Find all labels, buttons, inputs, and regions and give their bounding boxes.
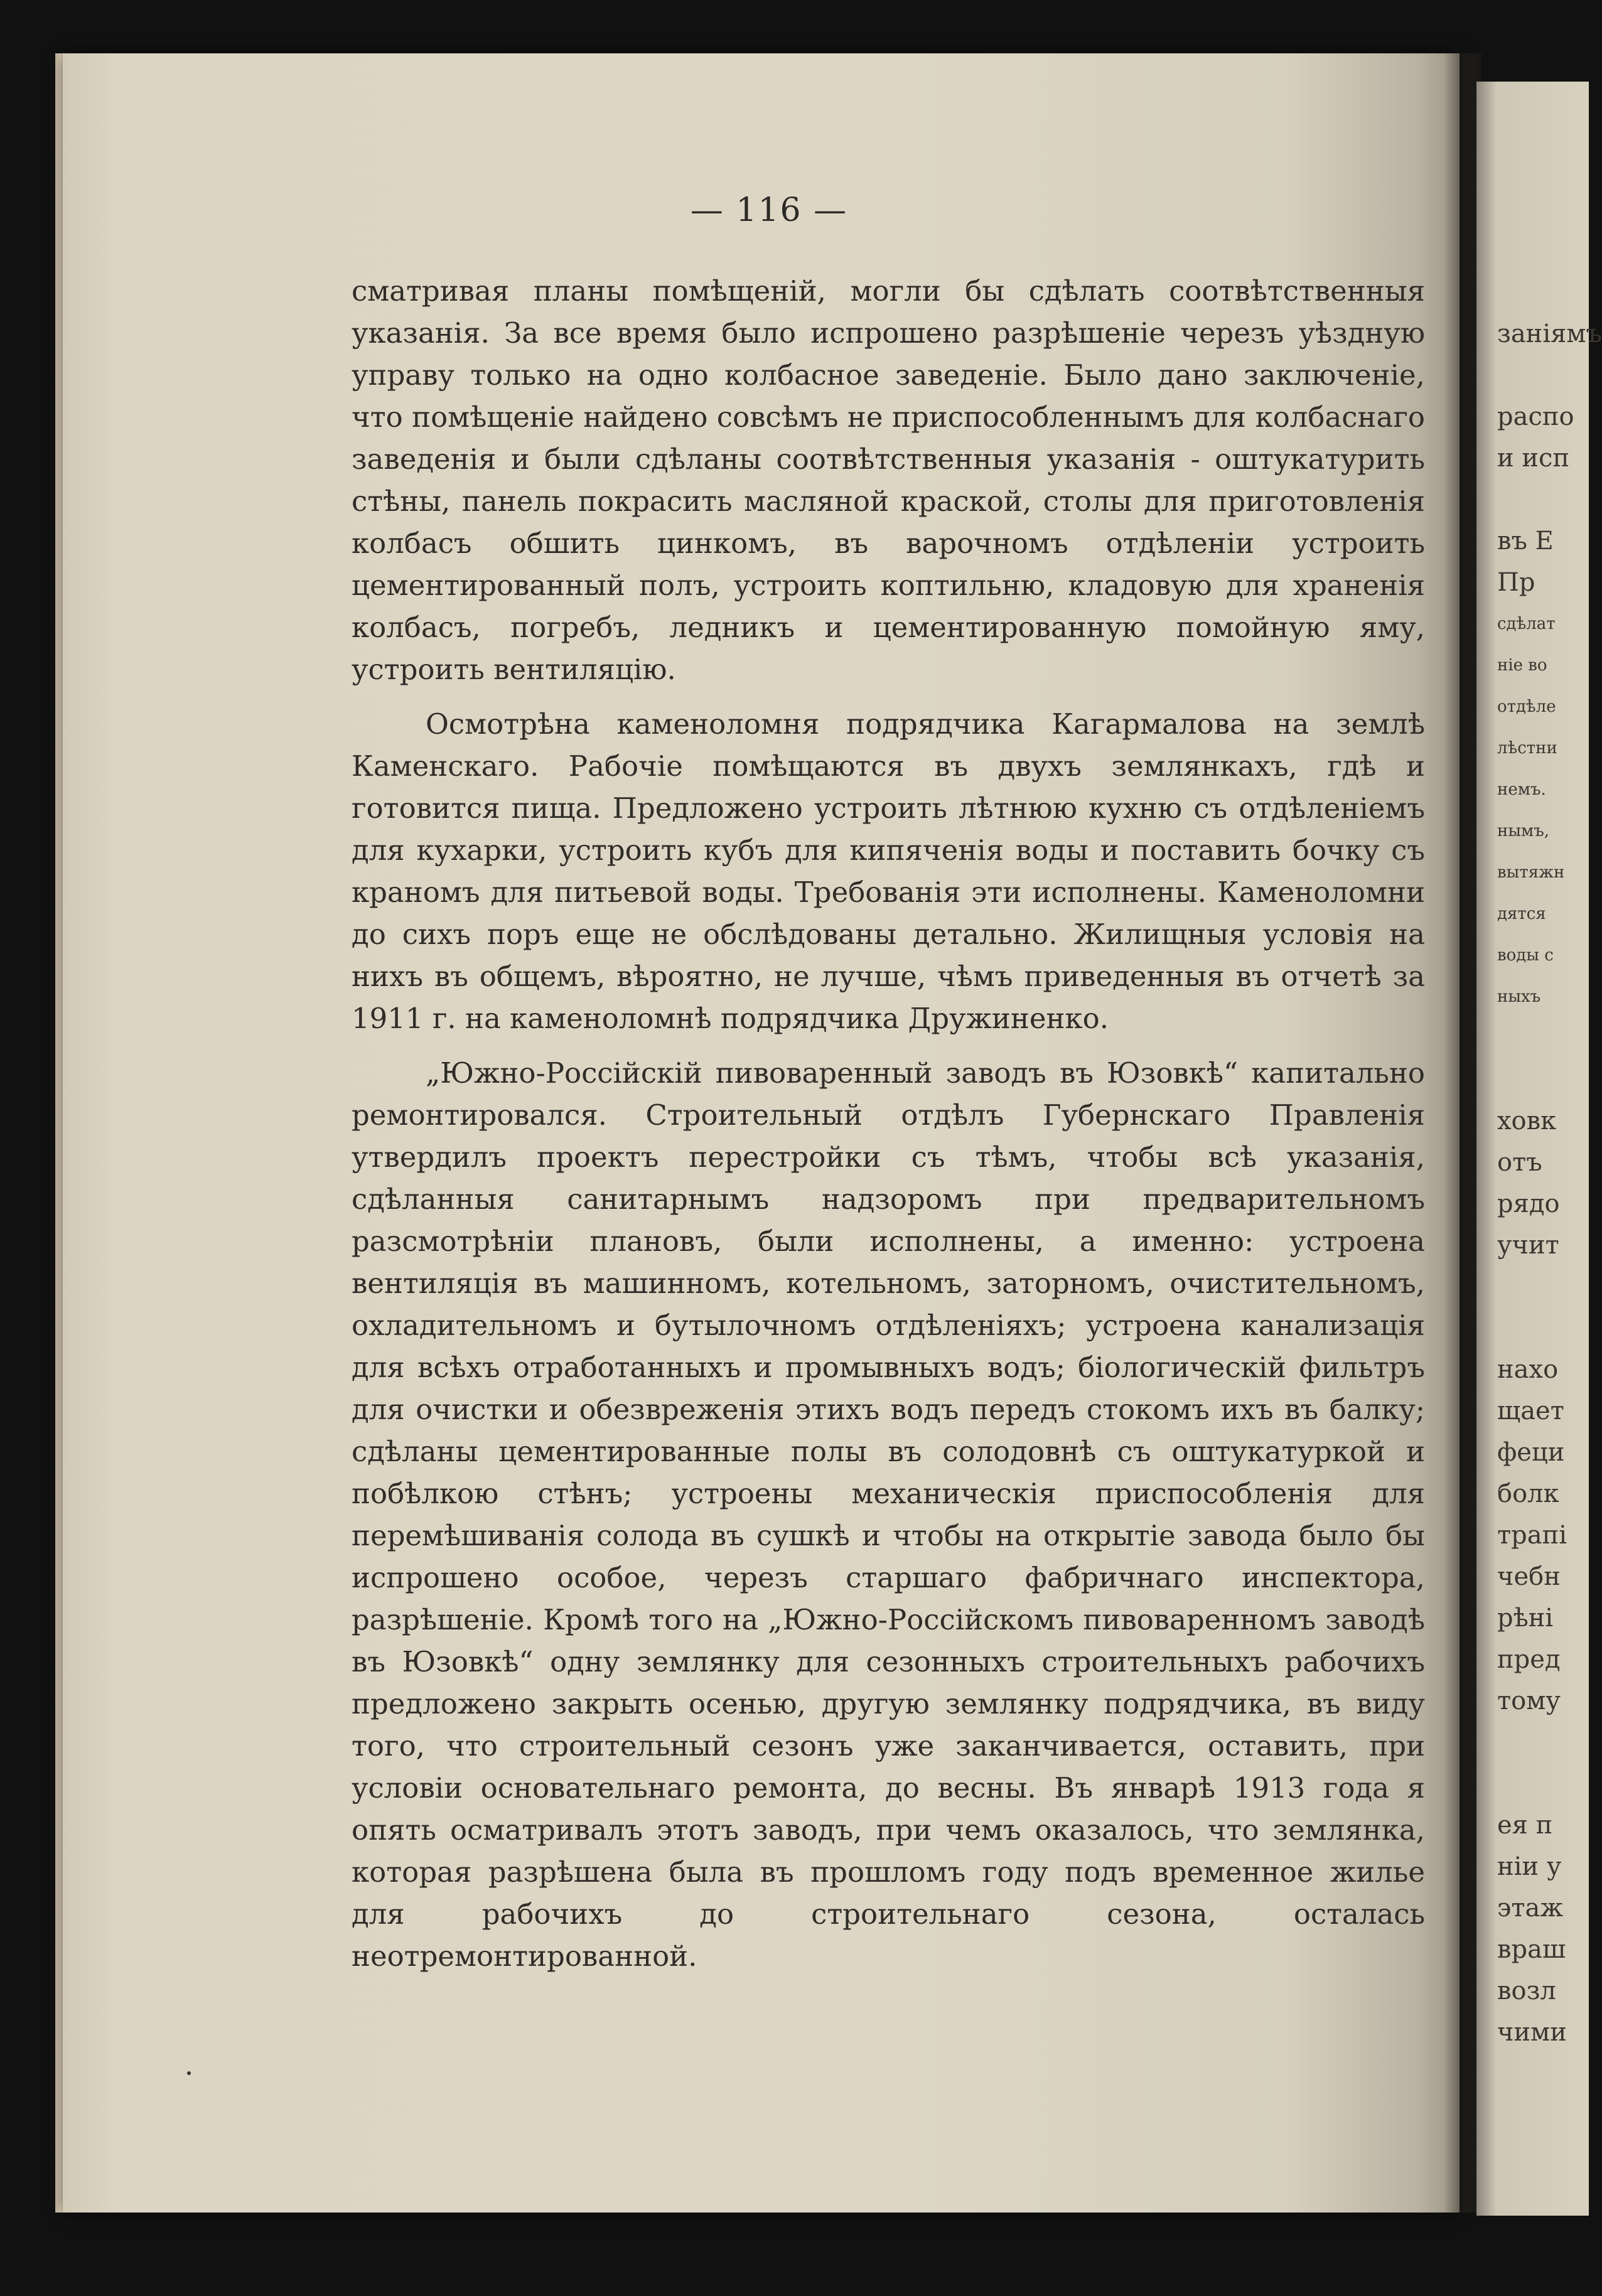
right-page-line: вытяжн (1497, 863, 1565, 882)
right-page-line: пред (1497, 1645, 1561, 1674)
body-text (352, 270, 1425, 1990)
right-page-line: нахо (1497, 1355, 1559, 1384)
right-page-line: сдѣлат (1497, 614, 1556, 633)
right-page-line (1497, 1722, 1598, 1764)
right-page-line: ніе во (1497, 656, 1547, 675)
right-page-line: рѣні (1497, 1604, 1554, 1633)
right-page-line: болк (1497, 1479, 1559, 1508)
right-page-line: ныхъ (1497, 987, 1541, 1006)
right-page-line: чебн (1497, 1562, 1561, 1591)
right-page-line: чими (1497, 2018, 1567, 2047)
right-page-line: враш (1497, 1935, 1566, 1964)
right-page-line: ея п (1497, 1811, 1553, 1840)
right-page-line: отдѣле (1497, 697, 1556, 716)
right-page-line (1497, 355, 1598, 397)
paragraph: Осмотрѣна каменоломня подрядчика Кагармалова на землѣ Каменскаго. Рабочіе помѣщаются въ двухъ землянкахъ, гдѣ и готовится пища. Предложено устроить лѣтнюю кухню съ отдѣленіемъ для кухарки, устроить кубъ для кипяченія воды и поставить бочку съ краномъ для питьевой воды. Требованія эти исполнены. Каменоломни до сихъ поръ еще не обслѣдованы детально. Жилищныя условія на нихъ въ общемъ, вѣроятно, не лучше, чѣмъ приведенныя въ отчетѣ за 1911 г. на каменоломнѣ подрядчика Дружиненко. (352, 707, 1425, 1035)
right-page-line: заніямъ (1497, 319, 1602, 348)
ink-speck (187, 2071, 191, 2075)
right-page-line (1497, 1267, 1598, 1308)
right-page-line (1497, 1018, 1598, 1059)
right-page-line: рядо (1497, 1189, 1560, 1218)
right-page-line: дятся (1497, 904, 1546, 923)
right-page-line: воды с (1497, 946, 1554, 965)
paragraph: сматривая планы помѣщеній, могли бы сдѣлать соотвѣтственныя указанія. За все время было испрошено разрѣшеніе черезъ уѣздную управу только на одно колбасное заведеніе. Было дано заключеніе, что помѣщеніе найдено совсѣмъ не приспособленнымъ для колбаснаго заведенія и были сдѣланы соотвѣтственныя указанія - оштукатурить стѣны, панель покрасить масляной краской, столы для приготовленія колбасъ обшить цинкомъ, въ варочномъ отдѣленіи устроить цементированный полъ, устроить коптильню, кладовую для храненія колбасъ, погребъ, ледникъ и цементированную помойную яму, устроить вентиляцію. (352, 274, 1425, 686)
right-page-line: ховк (1497, 1107, 1557, 1135)
right-page-line: немъ. (1497, 780, 1546, 799)
page-number: — 116 — (690, 191, 848, 229)
right-page-line (1497, 1059, 1598, 1101)
right-page-line (1497, 1764, 1598, 1805)
right-page-line (1497, 1308, 1598, 1349)
right-page-line: учит (1497, 1231, 1559, 1260)
right-page-line: трапі (1497, 1521, 1567, 1550)
right-page-line: возл (1497, 1977, 1556, 2005)
right-page-line: въ Е (1497, 527, 1554, 555)
right-page-line: феци (1497, 1438, 1565, 1467)
right-page-line: Пр (1497, 568, 1535, 597)
right-page-line: этаж (1497, 1894, 1564, 1923)
paragraph: „Южно-Россійскій пивоваренный заводъ въ Юзовкѣ“ капитально ремонтировался. Строительный отдѣлъ Губернскаго Правленія утвердилъ проектъ перестройки съ тѣмъ, чтобы всѣ указанія, сдѣланныя санитарнымъ надзоромъ при предварительномъ разсмотрѣніи плановъ, были исполнены, а именно: устроена вентиляція въ машинномъ, котельномъ, заторномъ, очистительномъ, охладительномъ и бутылочномъ отдѣленіяхъ; устроена канализація для всѣхъ отработанныхъ и промывныхъ водъ; біологическій фильтръ для очистки и обезвреженія этихъ водъ передъ стокомъ ихъ въ балку; сдѣланы цементированные полы въ солодовнѣ съ оштукатуркой и побѣлкою стѣнъ; устроены механическія приспособленія для перемѣшиванія солода въ сушкѣ и чтобы на открытіе завода было бы испрошено особое, черезъ старшаго фабричнаго инспектора, разрѣшеніе. Кромѣ того на „Южно-Россійскомъ пивоваренномъ заводѣ въ Юзовкѣ“ одну землянку для сезонныхъ строительныхъ рабочихъ предложено закрыть осенью, другую землянку подрядчика, въ виду того, что строительный сезонъ уже заканчивается, оставить, при условіи основательнаго ремонта, до весны. Въ январѣ 1913 года я опять осматривалъ этотъ заводъ, при чемъ оказалось, что землянка, которая разрѣшена была въ прошломъ году подъ временное жилье для рабочихъ до строительнаго сезона, осталась неотремонтированной. (352, 1056, 1425, 1973)
right-page-line: распо (1497, 402, 1574, 431)
right-page-line: отъ (1497, 1148, 1542, 1177)
right-page-line: щает (1497, 1397, 1564, 1425)
right-page-line: и исп (1497, 444, 1570, 473)
right-page-line (1497, 480, 1598, 521)
right-page-line: нымъ, (1497, 822, 1550, 840)
right-page-text (1497, 314, 1602, 2054)
right-page-line: ніи у (1497, 1852, 1562, 1881)
book-gutter (1444, 53, 1481, 2213)
right-page-line: тому (1497, 1687, 1561, 1715)
right-page-line: лѣстни (1497, 739, 1557, 758)
